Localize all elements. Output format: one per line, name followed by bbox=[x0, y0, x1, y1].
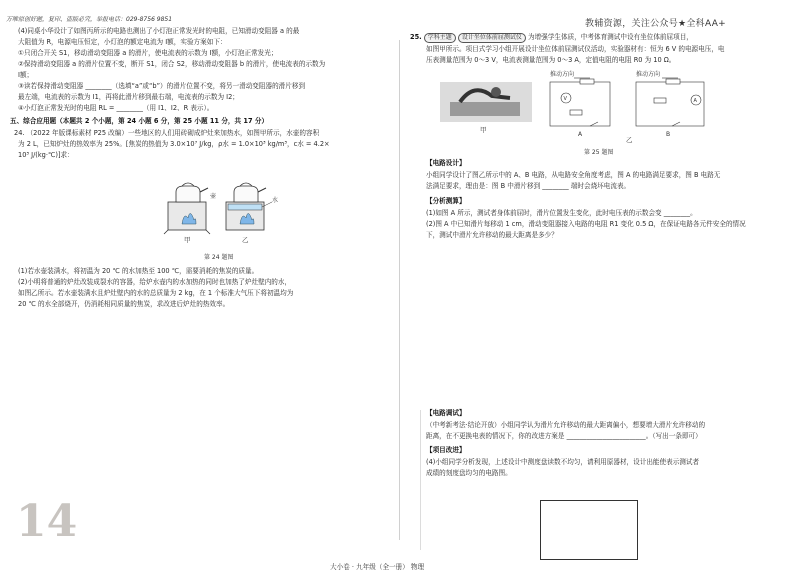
q4-line: 大阻值为 R，电源电压恒定，小灯泡的额定电流为 I额，实验方案如下： bbox=[18, 38, 227, 46]
figure-25 bbox=[440, 68, 740, 144]
q25-subject-tag: 学科主题 bbox=[424, 33, 456, 43]
circuit-a bbox=[550, 70, 610, 138]
analysis-line: (1)如图 A 所示，测试者身体前屈时，滑片位置发生变化，此时电压表的示数会变 ________。 bbox=[426, 209, 697, 217]
q4-line: I额； bbox=[18, 71, 34, 79]
circuit-b-label: B bbox=[666, 131, 671, 138]
q24-part: 如图乙所示。若水壶装满水且炉灶壁内的水的总质量为 2 kg，在 1 个标准大气压下将初温均为 bbox=[18, 289, 294, 297]
svg-text:V: V bbox=[563, 96, 567, 102]
header-left-note: 万唯原创好题，复印、盗版必究，举报电话：029-8756 9851 bbox=[6, 16, 173, 23]
q24-part: (2)小明将普通的炉灶改装成裂水的容器，给炉水壶内的水加热的同时也加热了炉灶壁内的水， bbox=[18, 278, 292, 286]
q25-intro-line: 压表测量范围为 0～3 V，电流表测量范围为 0～3 A，定值电阻的电阻 R0 为 10 Ω。 bbox=[426, 56, 676, 64]
stove-jia bbox=[164, 183, 210, 234]
push-direction-a: 推动方向 bbox=[550, 71, 575, 78]
q4-line: (4)同桌小华设计了如图丙所示的电路也测出了小灯泡正常发光时的电阻，已知滑动变阻器 a 的最 bbox=[18, 27, 300, 35]
debug-title: 【电路调试】 bbox=[426, 409, 466, 417]
analysis-line: (2)图 A 中已知滑片每移动 1 cm，滑动变阻器接入电路的电阻 R1 变化 0.5 Ω，在保证电路各元件安全的情况 bbox=[426, 220, 746, 228]
page-footer: 大小卷 · 九年级（全一册） 物理 bbox=[330, 563, 425, 571]
fig25-label-jia: 甲 bbox=[480, 126, 487, 134]
review-line: 成绩的刻度盘均匀的电路图。 bbox=[426, 469, 512, 477]
analysis-line: 下，测试中滑片允许移动的最大距离是多少？ bbox=[426, 231, 558, 239]
q24-line: 10³ J/(kg·℃)]求： bbox=[18, 151, 74, 159]
section-five-heading: 五、综合应用题（本题共 2 个小题，第 24 小题 6 分，第 25 小题 11 分，共 17 分） bbox=[10, 117, 269, 125]
svg-text:A: A bbox=[693, 98, 697, 104]
q25-intro: 为增强学生体质，中考体育测试中设有坐位体前屈项目， bbox=[528, 33, 693, 41]
q25-title-tag: 设计坐位体前屈测试仪 bbox=[458, 33, 526, 43]
fig24-caption: 第 24 题图 bbox=[204, 254, 234, 261]
debug-line: （中考新考法·结论开放）小组同学认为滑片允许移动的最大距离偏小，想要增大滑片允许移动的 bbox=[426, 421, 706, 429]
column-divider bbox=[399, 40, 400, 540]
q4-line: ①只闭合开关 S1，移动滑动变阻器 a 的滑片，使电流表的示数为 I额，小灯泡正常发光； bbox=[18, 49, 278, 57]
page-number: 14 bbox=[16, 496, 78, 547]
q4-line: ③读若保持滑动变阻器 ________（选填“a”或“b”）的滑片位置不变，将另一滑动变阻器的滑片移到 bbox=[18, 82, 306, 90]
circuit-design-title: 【电路设计】 bbox=[426, 159, 466, 167]
q24-part: 20 ℃ 的水全部烧开，仍消耗相同质量的焦炭，求改进后炉灶的热效率。 bbox=[18, 300, 230, 308]
circuit-b bbox=[636, 70, 704, 138]
analysis-title: 【分析测算】 bbox=[426, 197, 466, 205]
q25-number: 25. bbox=[410, 33, 422, 41]
stove-yi bbox=[226, 183, 272, 230]
q4-line: ④小灯泡正常发光时的电阻 RL = ________（用 I1、I2、R 表示）。 bbox=[18, 104, 214, 112]
review-line: (4)小组同学分析发现，上述设计中测度盘读数不均匀，请利用原器材，设计出能使表示测试者 bbox=[426, 458, 700, 466]
q4-line: ②保持滑动变阻器 a 的滑片位置不变，断开 S1，闭合 S2，移动滑动变阻器 b 的滑片，使电流表的示数为 bbox=[18, 60, 326, 68]
q24-line: 24. （2022 年版课标素材 P25 改编）一些地区的人们用砖砌成炉灶来加热水，如图甲所示，水壶的容积 bbox=[14, 129, 320, 137]
fig25-photo bbox=[440, 82, 532, 122]
header-right-note: 教辅资源，关注公众号★全科AA+ bbox=[585, 19, 726, 29]
circuit-a-label: A bbox=[578, 131, 583, 138]
debug-line: 距离，在不更换电表的情况下，你的改进方案是 ________________________。（写出一条即可） bbox=[426, 432, 702, 440]
q24-line: 为 2 L，已知炉灶的热效率为 25%。[焦炭的热值为 3.0×10⁷ J/kg，ρ水 = 1.0×10³ kg/m³，c水 = 4.2× bbox=[18, 140, 330, 148]
fig24-label-yi: 乙 bbox=[242, 236, 249, 244]
circuit-design-line: 法满足要求，理由是：图 B 中滑片移到 ________ 端时会烧坏电流表。 bbox=[426, 182, 631, 190]
q4-line: 最左端，电流表的示数为 I1，再将此滑片移到最右端，电流表的示数为 I2； bbox=[18, 93, 239, 101]
push-direction-b: 推动方向 bbox=[636, 71, 661, 78]
q25-header bbox=[410, 32, 790, 43]
answer-drawing-box[interactable] bbox=[540, 500, 638, 560]
column-divider-lower bbox=[420, 410, 421, 550]
fig24-label-water: 水 bbox=[272, 197, 279, 204]
fig24-label-jia: 甲 bbox=[184, 236, 191, 244]
figure-24 bbox=[162, 162, 282, 252]
fig24-label-pot: 壶 bbox=[210, 193, 217, 200]
fig25-caption: 第 25 题图 bbox=[584, 149, 614, 156]
circuit-design-line: 小组同学设计了图乙所示中的 A、B 电路，从电路安全角度考虑，图 A 的电路满足要求，图 B 电路无 bbox=[426, 171, 721, 179]
q24-part: (1)若水壶装满水，将初温为 20 ℃ 的水加热至 100 ℃，需要消耗的焦炭的质量。 bbox=[18, 267, 259, 275]
review-title: 【项目改进】 bbox=[426, 446, 466, 454]
fig25-label-yi: 乙 bbox=[626, 136, 633, 144]
q25-intro-line: 如图甲所示。项目式学习小组开展设计坐位体前屈测试仪活动，实验器材有：恒为 6 V 的电源电压，电 bbox=[426, 45, 725, 53]
